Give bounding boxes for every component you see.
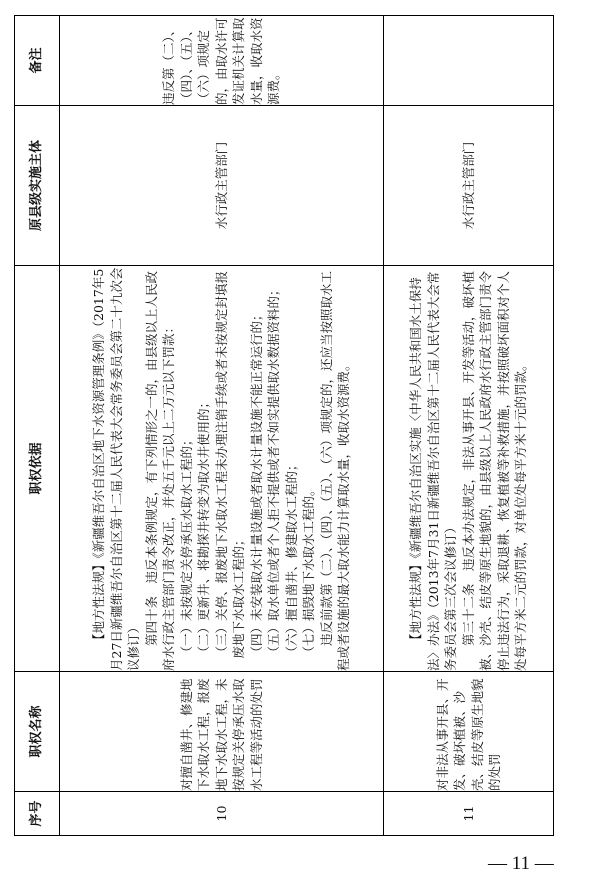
basis-item: （一）未按规定关停承压水取水工程的； xyxy=(178,433,194,659)
row-authority-basis xyxy=(384,266,554,672)
header-basis: 职权依据 xyxy=(15,266,60,672)
row-note: 违反第（二）、（四）、（五）、（六）项规定的，由取水许可发证机关计算取水量，收取水资源费。 xyxy=(60,16,384,106)
authority-table xyxy=(14,15,554,836)
basis-tail: 违反前款第（二）、（四）、（五）、（六）项规定的，还应当按照取水工程或者设施的最大取水能力计算取水量，收取水资源费。 xyxy=(318,270,352,671)
row-authority-name: 对擅自凿井、修建地下水取水工程，报废地下水取水工程，未按规定关停承压水取水工程等活动的处罚 xyxy=(60,672,384,792)
basis-law-title: 【地方性法规】《新疆维吾尔自治区实施〈中华人民共和国水土保持法〉办法》（2013年7月31日新疆维吾尔自治区第十二届人民代表大会常务委员会第三次会议修订） xyxy=(408,271,459,671)
row-authority-basis xyxy=(60,266,384,672)
header-note: 备注 xyxy=(15,16,60,106)
page-number: — 11 — xyxy=(488,853,554,874)
basis-law-title: 【地方性法规】《新疆维吾尔自治区地下水资源管理条例》（2017年5月27日新疆维吾尔自治区第十二届人民代表大会常务委员会第二十九次会议修订） xyxy=(91,267,142,671)
row-seq: 10 xyxy=(60,792,384,836)
row-seq: 11 xyxy=(384,792,554,836)
row-note xyxy=(384,16,554,106)
row-subject: 水行政主管部门 xyxy=(384,106,554,266)
header-row xyxy=(15,16,60,836)
basis-item: （四）未安装取水计量设施或者取水计量设施不能正常运行的； xyxy=(248,308,264,659)
header-seq: 序号 xyxy=(15,792,60,836)
row-subject: 水行政主管部门 xyxy=(60,106,384,266)
basis-item: （七）损毁地下水取水工程的。 xyxy=(301,483,317,659)
header-subject: 原县级实施主体 xyxy=(15,106,60,266)
table-row xyxy=(384,16,554,836)
basis-article: 第四十条 违反本条例规定，有下列情形之一的，由县级以上人民政府水行政主管部门责令改正，并处五千元以上二万元以下罚款： xyxy=(143,270,177,671)
basis-item: （三）关停、报废地下水取水工程未办理注销手续或者未按规定封填报废地下水取水工程的； xyxy=(213,270,247,659)
table-row xyxy=(60,16,384,836)
basis-item: （六）擅自凿井、修建取水工程的； xyxy=(283,458,299,659)
header-name: 职权名称 xyxy=(15,672,60,792)
basis-article: 第三十二条 违反本办法规定，非法从事开县、开发等活动，破坏植被、沙壳、结皮等原生地貌的，由县级以上人民政府水行政主管部门责令停止违法行为，采取退耕、恢复植被等补救措施，并按照破坏面积对个人处每平方米二元的罚款，对单位处每平方米十元的罚款。 xyxy=(460,270,529,671)
basis-item: （二）更新井、将勘探井转变为取水井使用的； xyxy=(196,395,212,659)
rotated-table-sheet xyxy=(14,16,554,836)
basis-item: （五）取水单位或者个人拒不提供或者不如实提供取水数据资料的； xyxy=(266,283,282,659)
row-authority-name: 对非法从事开县、开发、破坏植被、沙壳、结皮等原生地貌的处罚 xyxy=(384,672,554,792)
